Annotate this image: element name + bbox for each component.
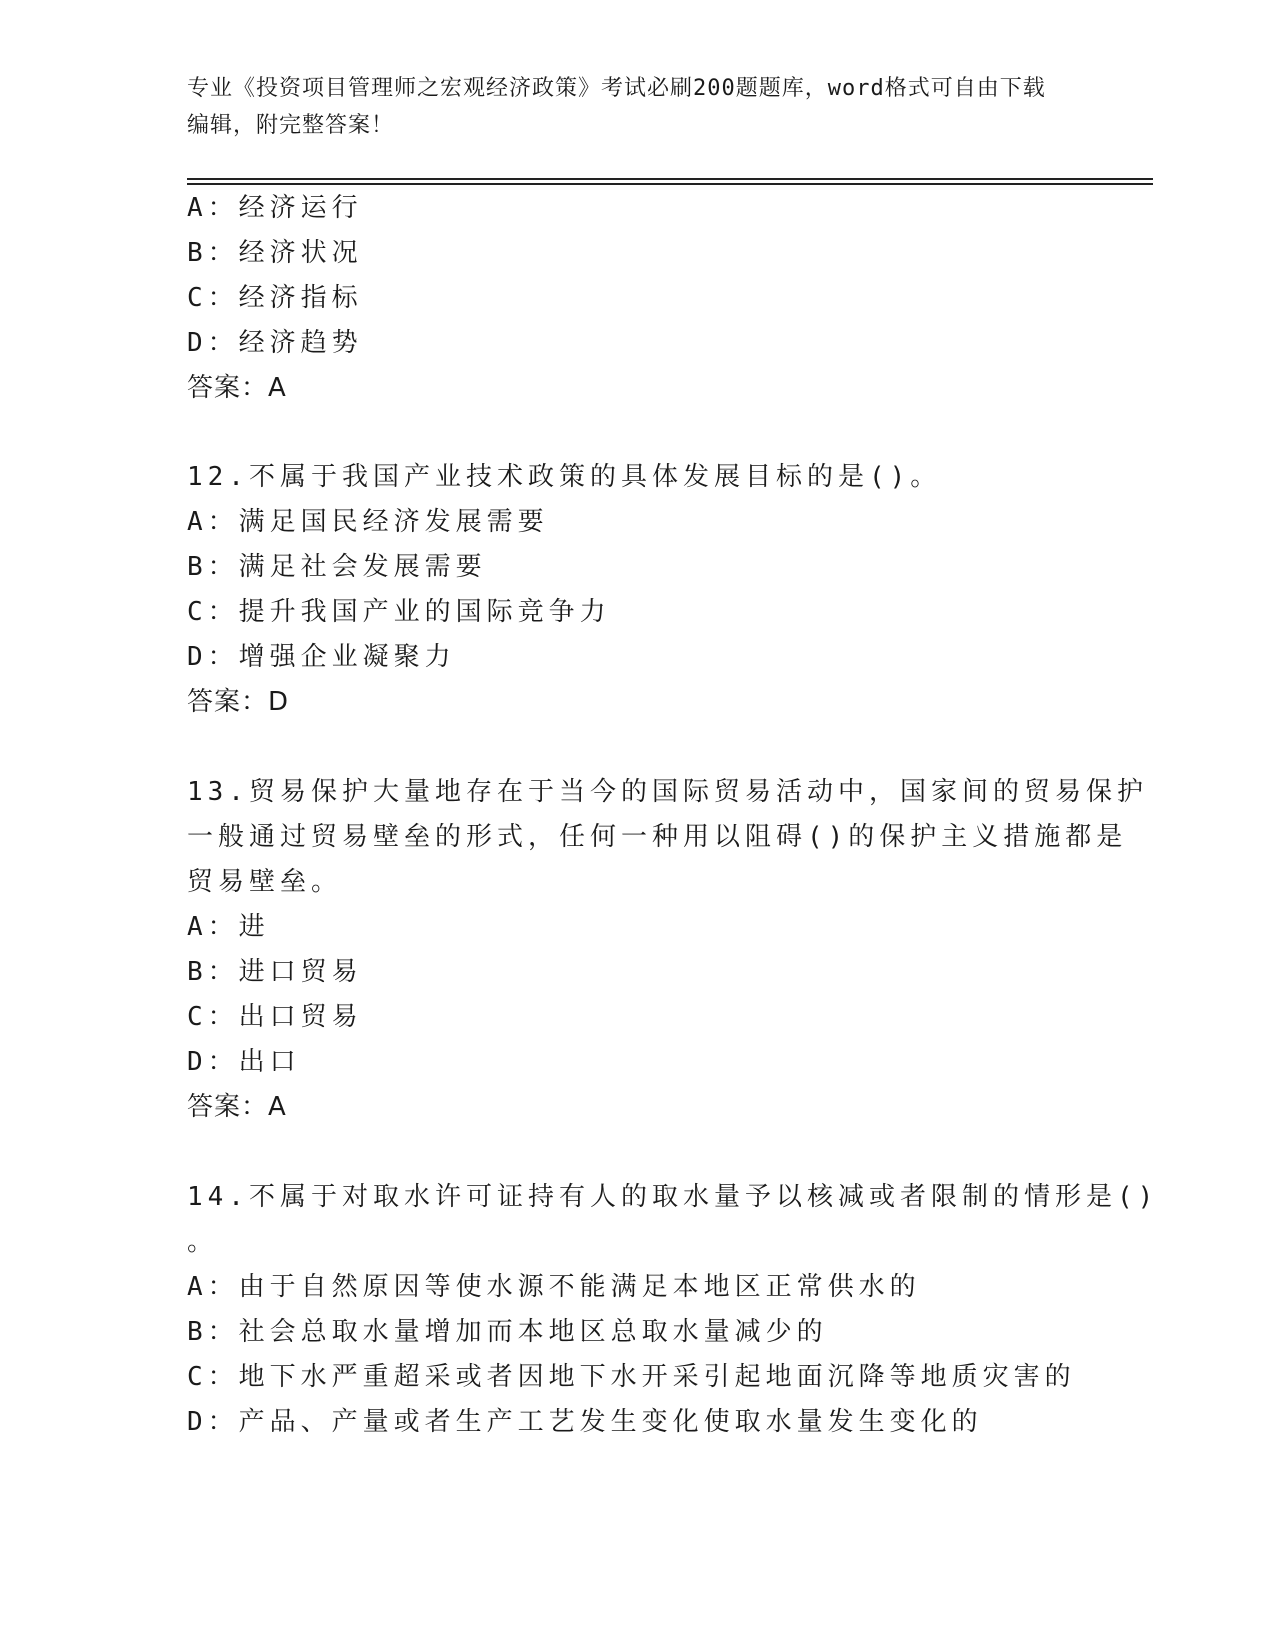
q14-option-c: C：地下水严重超采或者因地下水开采引起地面沉降等地质灾害的: [187, 1362, 1076, 1392]
q13-stem-line-3: 贸易壁垒。: [187, 867, 343, 897]
document-header: 专业《投资项目管理师之宏观经济政策》考试必刷200题题库，word格式可自由下载编辑，附完整答案！: [187, 76, 1046, 138]
q12-option-c: C：提升我国产业的国际竞争力: [187, 597, 611, 627]
q11-option-d: D：经济趋势: [187, 328, 363, 358]
q14-stem-line-1: 14.不属于对取水许可证持有人的取水量予以核减或者限制的情形是(): [187, 1182, 1159, 1212]
header-divider-top: [187, 178, 1153, 180]
q13-option-a: A：进: [187, 912, 270, 942]
q14-option-b: B：社会总取水量增加而本地区总取水量减少的: [187, 1317, 828, 1347]
q12-stem-line-1: 12.不属于我国产业技术政策的具体发展目标的是()。: [187, 462, 942, 492]
header-divider-bottom: [187, 183, 1153, 185]
q14-option-a: A：由于自然原因等使水源不能满足本地区正常供水的: [187, 1272, 921, 1302]
q11-option-b: B：经济状况: [187, 238, 363, 268]
q12-option-d: D：增强企业凝聚力: [187, 642, 456, 672]
q12-answer: 答案：D: [187, 687, 290, 717]
q12-option-a: A：满足国民经济发展需要: [187, 507, 549, 537]
q13-stem-line-2: 一般通过贸易壁垒的形式，任何一种用以阻碍()的保护主义措施都是: [187, 822, 1128, 852]
q11-option-a: A：经济运行: [187, 193, 363, 223]
q13-option-b: B：进口贸易: [187, 957, 363, 987]
q11-answer: 答案：A: [187, 373, 287, 403]
q13-stem-line-1: 13.贸易保护大量地存在于当今的国际贸易活动中，国家间的贸易保护: [187, 777, 1148, 807]
q13-option-d: D：出口: [187, 1047, 301, 1077]
q13-option-c: C：出口贸易: [187, 1002, 363, 1032]
q11-option-c: C：经济指标: [187, 283, 363, 313]
q14-option-d: D：产品、产量或者生产工艺发生变化使取水量发生变化的: [187, 1407, 983, 1437]
q14-stem-line-2: 。: [187, 1227, 219, 1257]
q12-option-b: B：满足社会发展需要: [187, 552, 487, 582]
q13-answer: 答案：A: [187, 1092, 287, 1122]
